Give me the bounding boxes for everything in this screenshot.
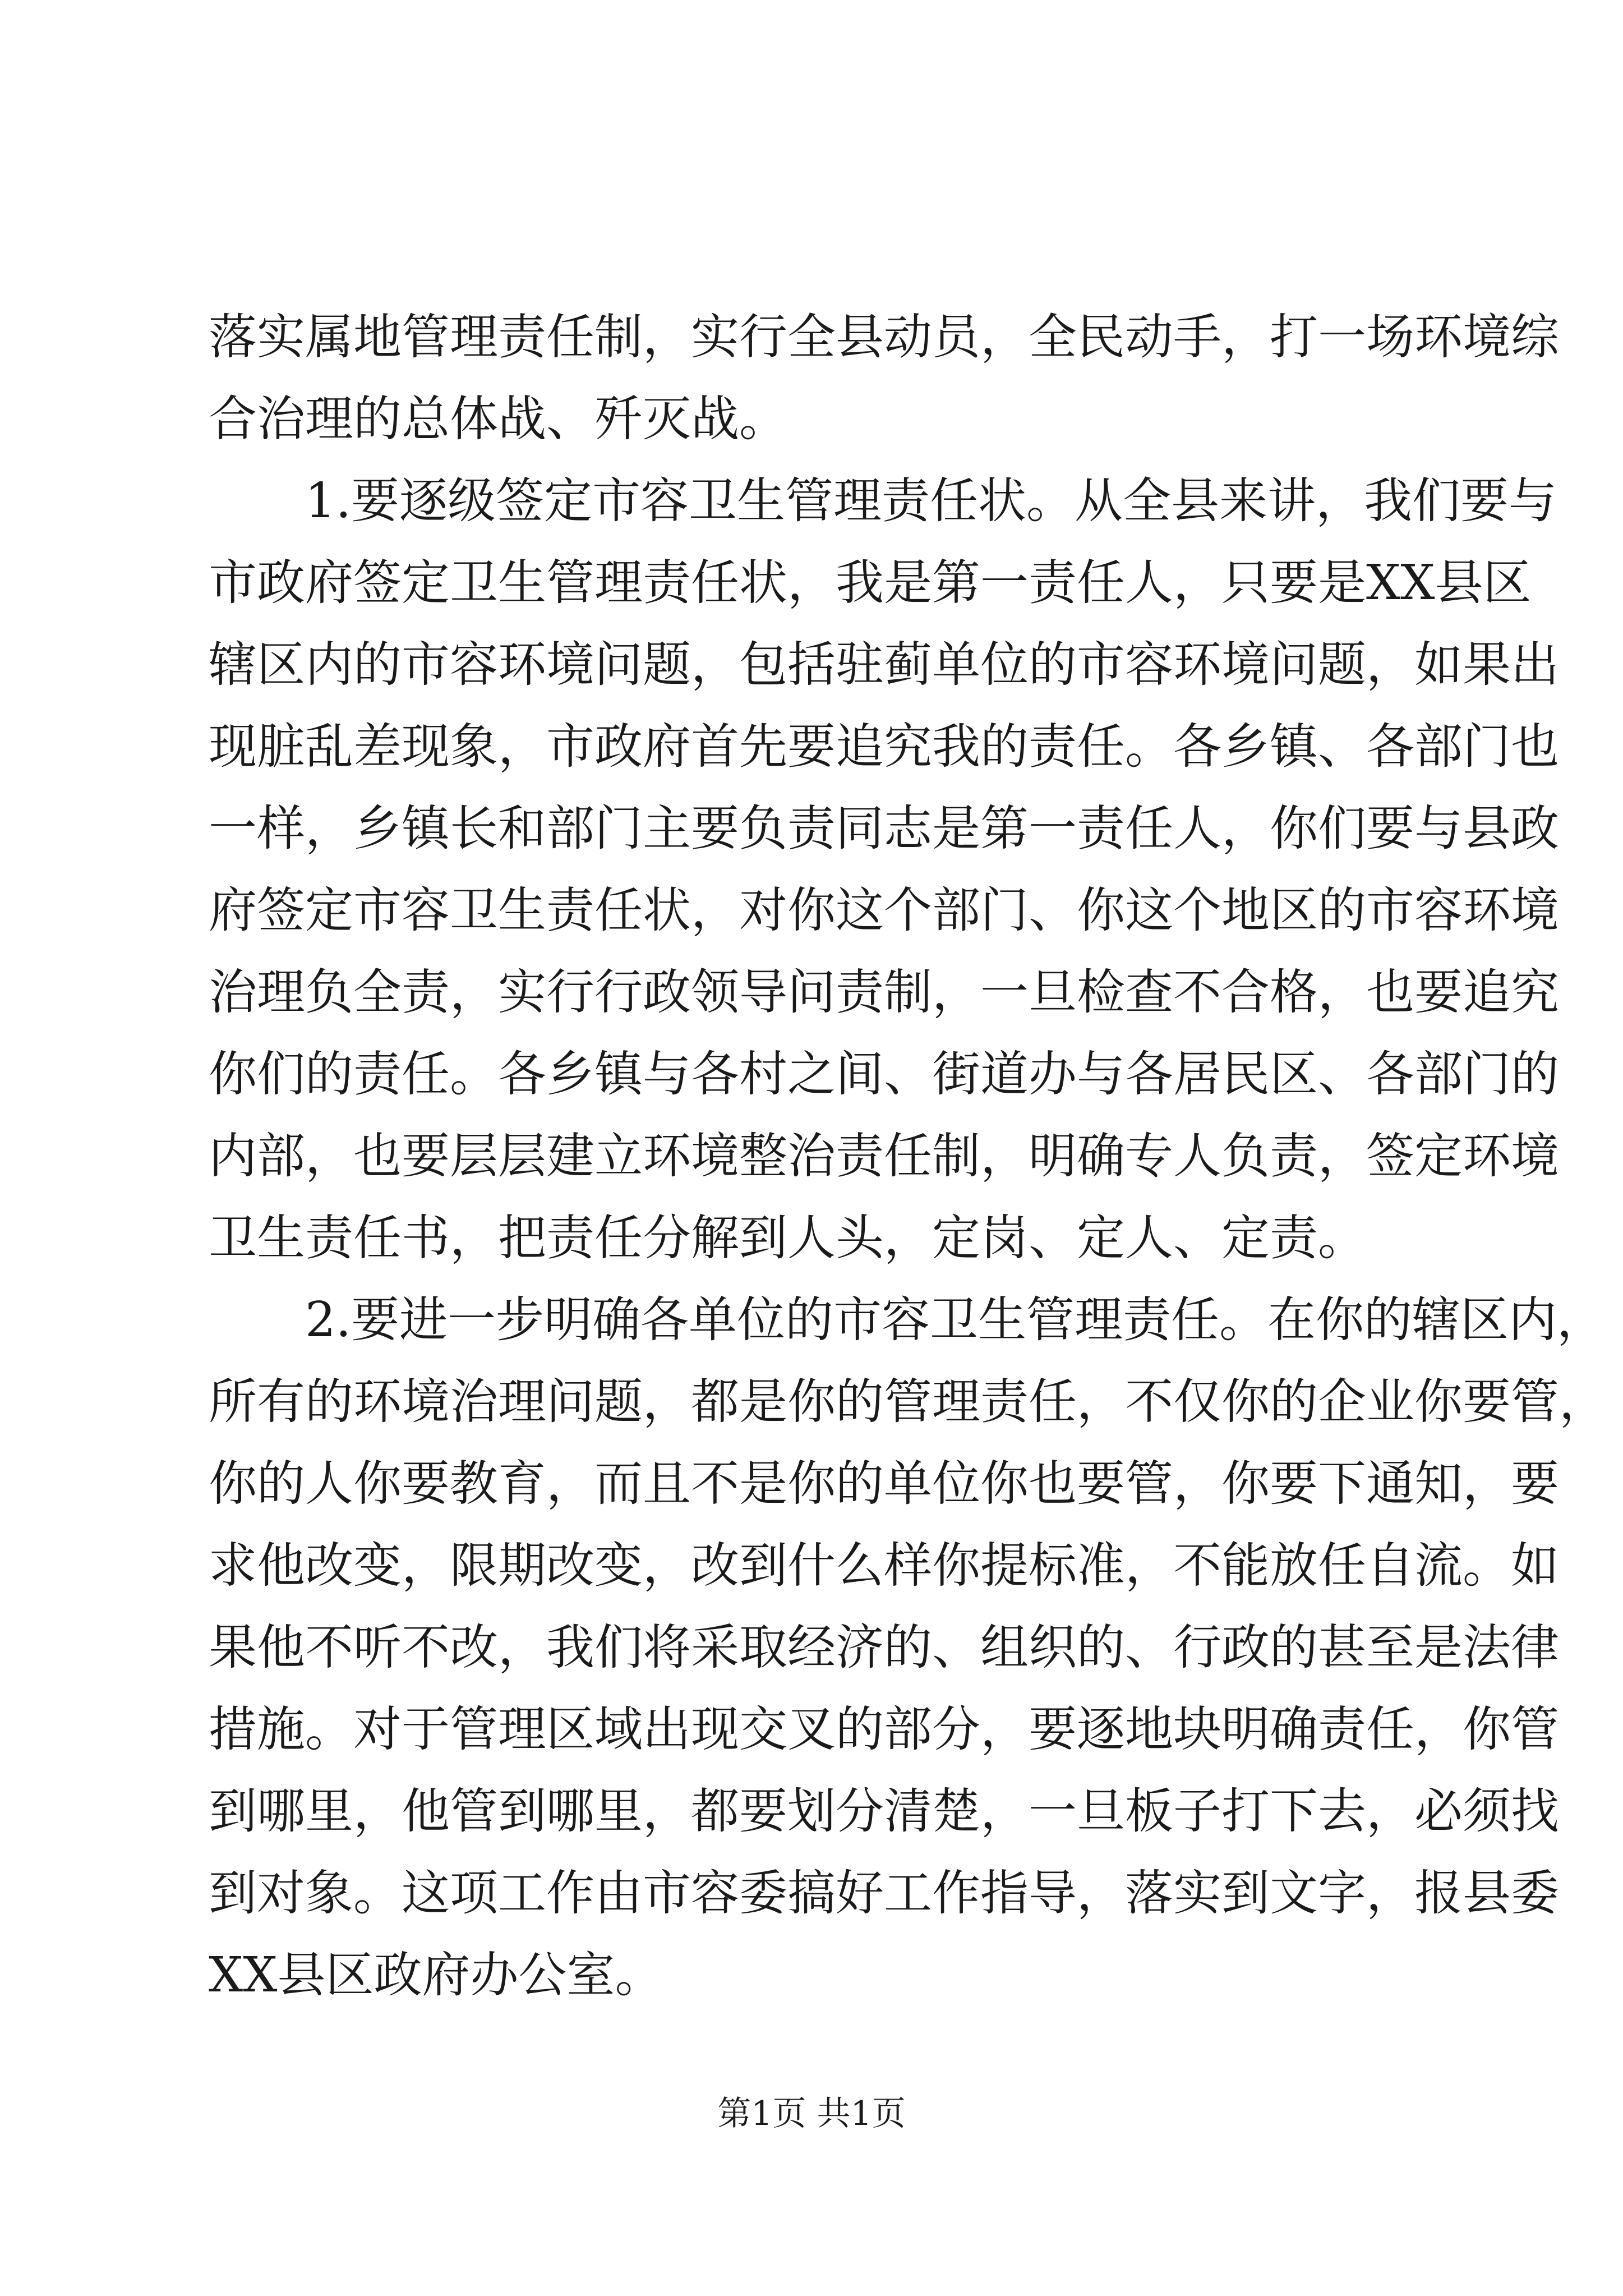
text-line: 落实属地管理责任制，实行全县动员，全民动手，打一场环境综 <box>209 309 1559 365</box>
text-line: 合治理的总体战、歼灭战。 <box>209 391 787 447</box>
text-line: 你的人你要教育，而且不是你的单位你也要管，你要下通知，要 <box>209 1456 1559 1512</box>
text-line: 你们的责任。各乡镇与各村之间、街道办与各居民区、各部门的 <box>209 1046 1559 1102</box>
text-line: 一样，乡镇长和部门主要负责同志是第一责任人，你们要与县政 <box>209 800 1559 857</box>
text-line: 到对象。这项工作由市容委搞好工作指导，落实到文字，报县委 <box>209 1865 1559 1921</box>
page-footer: 第1页 共1页 <box>717 2094 906 2133</box>
text-line: 2.要进一步明确各单位的市容卫生管理责任。在你的辖区内， <box>305 1292 1606 1348</box>
text-line: 治理负全责，实行行政领导问责制，一旦检查不合格，也要追究 <box>209 964 1559 1020</box>
text-line: 辖区内的市容环境问题，包括驻蓟单位的市容环境问题，如果出 <box>209 637 1559 693</box>
text-line: 市政府签定卫生管理责任状，我是第一责任人，只要是XX县区 <box>209 555 1532 611</box>
text-line: 府签定市容卫生责任状，对你这个部门、你这个地区的市容环境 <box>209 882 1559 938</box>
text-line: 所有的环境治理问题，都是你的管理责任，不仅你的企业你要管， <box>209 1374 1607 1430</box>
text-line: XX县区政府办公室。 <box>209 1947 663 2003</box>
text-line: 求他改变，限期改变，改到什么样你提标准，不能放任自流。如 <box>209 1538 1559 1594</box>
text-line: 到哪里，他管到哪里，都要划分清楚，一旦板子打下去，必须找 <box>209 1783 1559 1839</box>
text-line: 内部，也要层层建立环境整治责任制，明确专人负责，签定环境 <box>209 1128 1559 1184</box>
text-line: 措施。对于管理区域出现交叉的部分，要逐地块明确责任，你管 <box>209 1701 1559 1757</box>
text-line: 1.要逐级签定市容卫生管理责任状。从全县来讲，我们要与 <box>305 473 1557 529</box>
text-line: 现脏乱差现象，市政府首先要追究我的责任。各乡镇、各部门也 <box>209 719 1559 775</box>
text-line: 果他不听不改，我们将采取经济的、组织的、行政的甚至是法律 <box>209 1619 1559 1676</box>
document-body <box>209 296 1607 2016</box>
text-line: 卫生责任书，把责任分解到人头，定岗、定人、定责。 <box>209 1210 1366 1266</box>
